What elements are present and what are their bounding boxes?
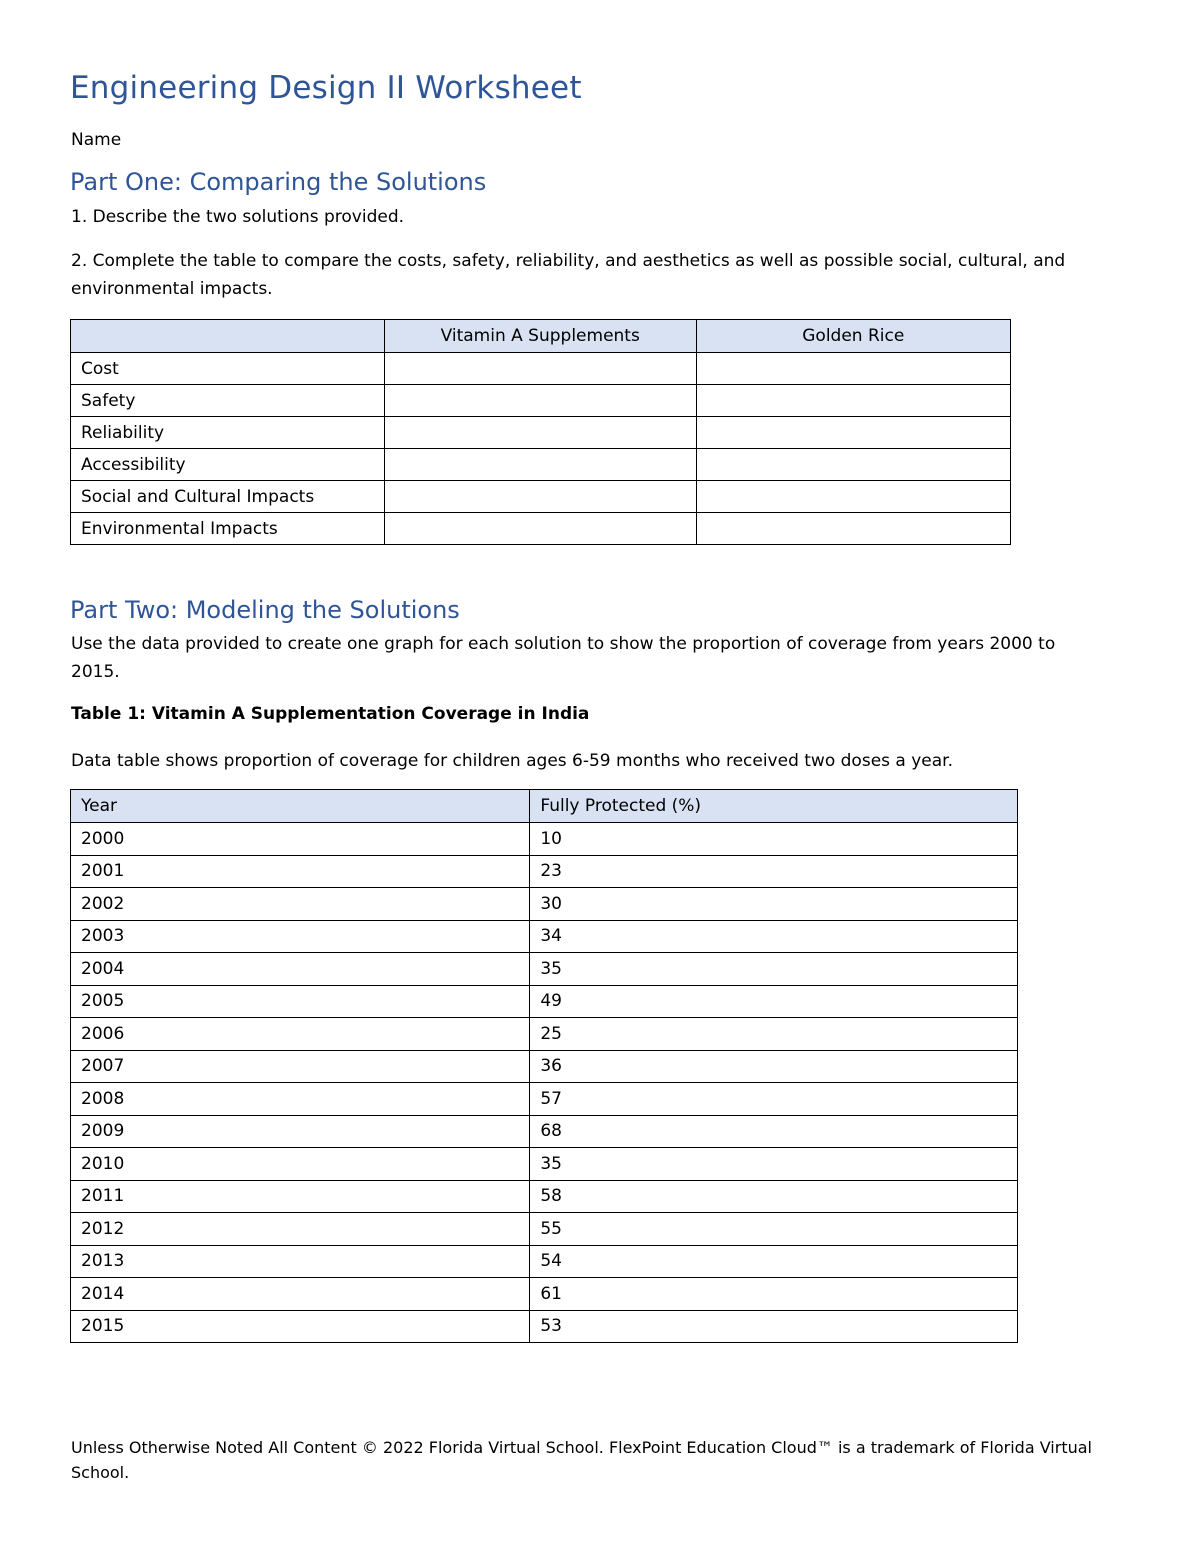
coverage-header-cell: Year: [71, 790, 530, 823]
coverage-value-cell: 25: [530, 1018, 1018, 1051]
table-row: [71, 1310, 1018, 1343]
year-cell: 2014: [71, 1278, 530, 1311]
year-cell: 2007: [71, 1050, 530, 1083]
coverage-value-cell: 61: [530, 1278, 1018, 1311]
year-cell: 2013: [71, 1245, 530, 1278]
comparison-row-label: Reliability: [71, 417, 385, 449]
coverage-header-cell: Fully Protected (%): [530, 790, 1018, 823]
year-cell: 2008: [71, 1083, 530, 1116]
comparison-answer-cell[interactable]: [384, 481, 696, 513]
part-two-heading: Part Two: Modeling the Solutions: [70, 596, 460, 624]
comparison-row-label: Accessibility: [71, 449, 385, 481]
comparison-table: [70, 319, 1011, 545]
coverage-value-cell: 35: [530, 1148, 1018, 1181]
table-row: [71, 1180, 1018, 1213]
table-row: [71, 1018, 1018, 1051]
year-cell: 2001: [71, 855, 530, 888]
year-cell: 2000: [71, 823, 530, 856]
table-row: [71, 1148, 1018, 1181]
coverage-table: [70, 789, 1018, 1343]
year-cell: 2009: [71, 1115, 530, 1148]
comparison-row: [71, 513, 1011, 545]
comparison-answer-cell[interactable]: [384, 353, 696, 385]
year-cell: 2011: [71, 1180, 530, 1213]
year-cell: 2006: [71, 1018, 530, 1051]
table-row: [71, 920, 1018, 953]
comparison-row: [71, 353, 1011, 385]
year-cell: 2003: [71, 920, 530, 953]
comparison-answer-cell[interactable]: [384, 513, 696, 545]
coverage-value-cell: 55: [530, 1213, 1018, 1246]
table-row: [71, 855, 1018, 888]
coverage-value-cell: 23: [530, 855, 1018, 888]
part-one-heading: Part One: Comparing the Solutions: [70, 168, 487, 196]
table-row: [71, 1050, 1018, 1083]
comparison-header-row: [71, 320, 1011, 353]
coverage-header-row: [71, 790, 1018, 823]
comparison-row: [71, 417, 1011, 449]
question-2: 2. Complete the table to compare the costs, safety, reliability, and aesthetics as well as possible social, cultural, and environmental impacts.: [71, 251, 1066, 299]
table-row: [71, 1278, 1018, 1311]
table-row: [71, 823, 1018, 856]
comparison-answer-cell[interactable]: [696, 385, 1010, 417]
comparison-answer-cell[interactable]: [696, 449, 1010, 481]
coverage-value-cell: 36: [530, 1050, 1018, 1083]
table-row: [71, 1083, 1018, 1116]
coverage-value-cell: 34: [530, 920, 1018, 953]
footer-copyright: Unless Otherwise Noted All Content © 2022 Florida Virtual School. FlexPoint Education Cloud™ is a trademark of Florida Virtual School.: [71, 1438, 1092, 1482]
coverage-value-cell: 53: [530, 1310, 1018, 1343]
comparison-row: [71, 385, 1011, 417]
name-label: Name: [71, 130, 122, 150]
page-title: Engineering Design II Worksheet: [70, 70, 582, 106]
comparison-row-label: Cost: [71, 353, 385, 385]
comparison-answer-cell[interactable]: [696, 417, 1010, 449]
comparison-row: [71, 481, 1011, 513]
table-row: [71, 1245, 1018, 1278]
table-row: [71, 1115, 1018, 1148]
comparison-header-cell: [71, 320, 385, 353]
year-cell: 2010: [71, 1148, 530, 1181]
year-cell: 2012: [71, 1213, 530, 1246]
table-row: [71, 985, 1018, 1018]
comparison-answer-cell[interactable]: [384, 385, 696, 417]
table-row: [71, 953, 1018, 986]
comparison-row: [71, 449, 1011, 481]
comparison-row-label: Safety: [71, 385, 385, 417]
table-row: [71, 1213, 1018, 1246]
coverage-value-cell: 49: [530, 985, 1018, 1018]
comparison-header-cell: Vitamin A Supplements: [384, 320, 696, 353]
coverage-value-cell: 58: [530, 1180, 1018, 1213]
table-row: [71, 888, 1018, 921]
comparison-row-label: Social and Cultural Impacts: [71, 481, 385, 513]
comparison-answer-cell[interactable]: [384, 449, 696, 481]
comparison-answer-cell[interactable]: [696, 513, 1010, 545]
coverage-value-cell: 35: [530, 953, 1018, 986]
coverage-value-cell: 68: [530, 1115, 1018, 1148]
coverage-value-cell: 30: [530, 888, 1018, 921]
coverage-value-cell: 54: [530, 1245, 1018, 1278]
comparison-answer-cell[interactable]: [696, 353, 1010, 385]
table-description: Data table shows proportion of coverage for children ages 6-59 months who received two doses a year.: [71, 751, 953, 771]
year-cell: 2015: [71, 1310, 530, 1343]
year-cell: 2005: [71, 985, 530, 1018]
coverage-value-cell: 57: [530, 1083, 1018, 1116]
table-caption: Table 1: Vitamin A Supplementation Coverage in India: [71, 704, 590, 724]
year-cell: 2004: [71, 953, 530, 986]
year-cell: 2002: [71, 888, 530, 921]
comparison-answer-cell[interactable]: [696, 481, 1010, 513]
part-two-intro: Use the data provided to create one graph for each solution to show the proportion of coverage from years 2000 to 2015.: [71, 634, 1056, 682]
question-1: 1. Describe the two solutions provided.: [71, 207, 405, 227]
comparison-answer-cell[interactable]: [384, 417, 696, 449]
comparison-row-label: Environmental Impacts: [71, 513, 385, 545]
coverage-value-cell: 10: [530, 823, 1018, 856]
comparison-header-cell: Golden Rice: [696, 320, 1010, 353]
